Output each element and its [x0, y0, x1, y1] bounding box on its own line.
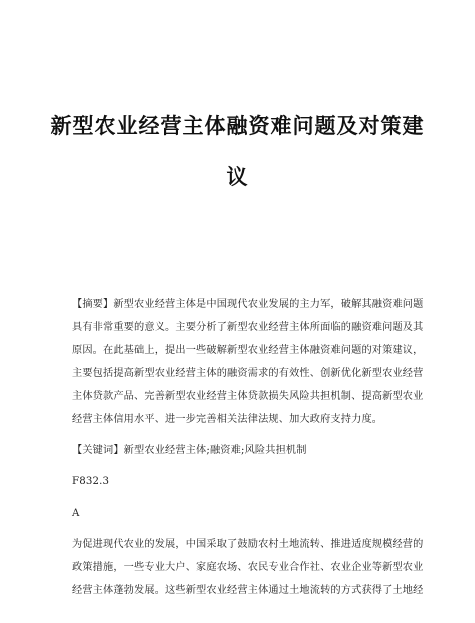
abstract-line: 主要包括提高新型农业经营主体的融资需求的有效性、创新优化新型农业经营 — [72, 368, 424, 379]
abstract-line: 主体贷款产品、完善新型农业经营主体贷款损失风险共担机制、提高新型农业 — [72, 391, 424, 402]
document-title-line-2: 议 — [226, 164, 249, 189]
classification-number: F832.3 — [72, 476, 110, 487]
intro-line: 为促进现代农业的发展，中国采取了鼓励农村土地流转、推进适度规模经营的 — [72, 539, 424, 550]
document-title-line-1: 新型农业经营主体融资难问题及对策建 — [50, 113, 425, 138]
abstract-line: 【摘要】新型农业经营主体是中国现代农业发展的主力军，破解其融资难问题 — [72, 299, 424, 310]
keywords-line: 【关键词】新型农业经营主体;融资难;风险共担机制 — [72, 445, 307, 456]
abstract-line: 具有非常重要的意义。主要分析了新型农业经营主体所面临的融资难问题及其 — [72, 322, 424, 333]
abstract-line: 原因。在此基础上，提出一些破解新型农业经营主体融资难问题的对策建议， — [72, 345, 424, 356]
document-code: A — [72, 508, 80, 519]
intro-line: 经营主体蓬勃发展。这些新型农业经营主体通过土地流转的方式获得了土地经 — [72, 585, 424, 596]
intro-line: 政策措施，一些专业大户、家庭农场、农民专业合作社、农业企业等新型农业 — [72, 562, 424, 573]
abstract-line: 经营主体信用水平、进一步完善相关法律法规、加大政府支持力度。 — [72, 414, 383, 425]
